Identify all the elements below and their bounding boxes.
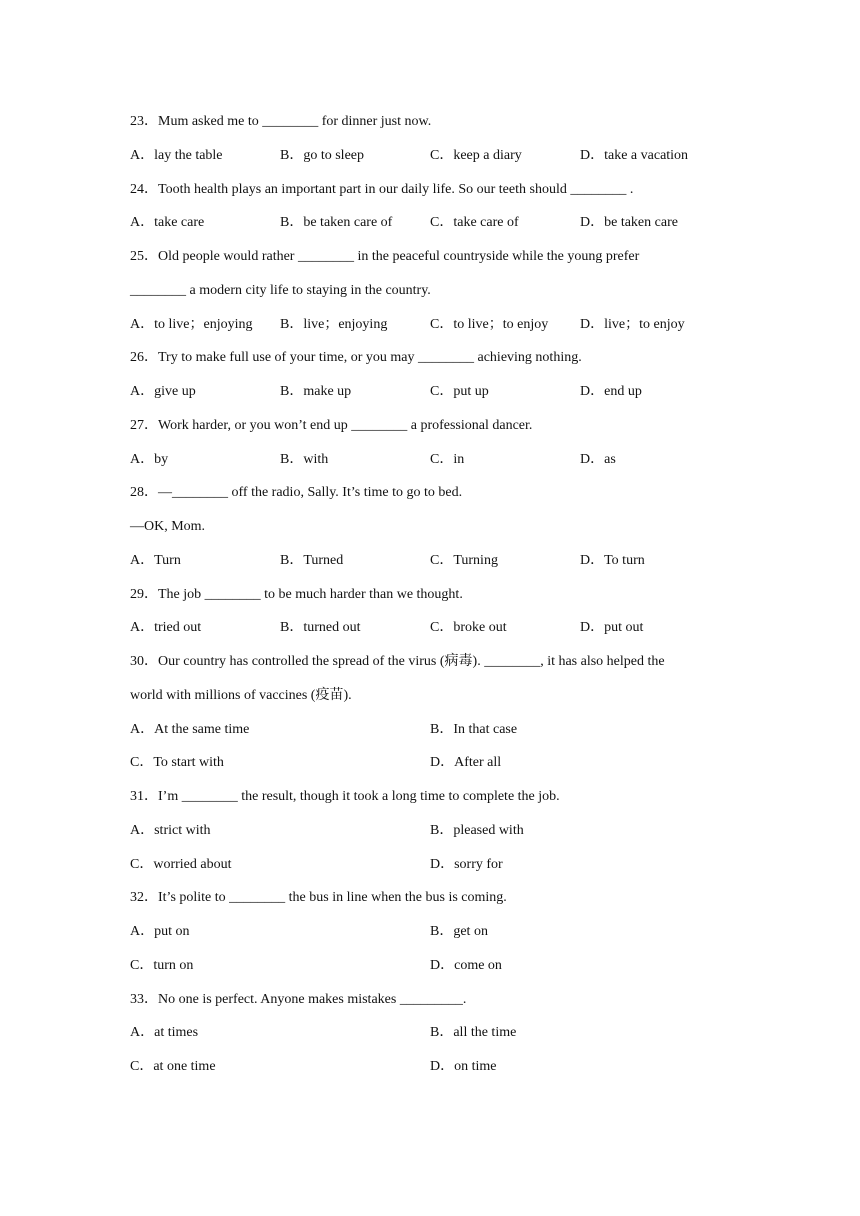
option-b[interactable]: B．pleased with	[430, 822, 524, 838]
question-stem: 31．I’m ________ the result, though it took a long time to complete the job.	[130, 789, 560, 804]
option-d[interactable]: D．After all	[430, 755, 502, 771]
option-a[interactable]: A．take care	[130, 215, 205, 231]
option-d[interactable]: D．come on	[430, 957, 502, 973]
options-row	[130, 1057, 750, 1091]
option-a[interactable]: A．Turn	[130, 552, 181, 568]
options-row	[130, 956, 750, 990]
option-a[interactable]: A．tried out	[130, 620, 202, 636]
exam-page	[130, 112, 750, 1091]
question-stem: 25．Old people would rather ________ in the peaceful countryside while the young prefer	[130, 249, 640, 264]
option-b[interactable]: B．be taken care of	[280, 215, 393, 231]
options-row	[130, 855, 750, 889]
option-a[interactable]: A．strict with	[130, 822, 211, 838]
question-stem: 28．—________ off the radio, Sally. It’s time to go to bed.	[130, 485, 463, 501]
option-b[interactable]: B．Turned	[280, 552, 344, 568]
options-row	[130, 618, 750, 652]
option-c[interactable]: C．To start with	[130, 755, 224, 771]
option-c[interactable]: C．broke out	[430, 620, 507, 636]
question-block	[130, 348, 750, 416]
options-row	[130, 551, 750, 585]
options-row	[130, 213, 750, 247]
question-block	[130, 990, 750, 1091]
option-b[interactable]: B．get on	[430, 924, 488, 939]
option-a[interactable]: A．by	[130, 451, 169, 467]
options-row	[130, 821, 750, 855]
option-c[interactable]: C．at one time	[130, 1059, 216, 1074]
option-c[interactable]: C．worried about	[130, 856, 232, 872]
question-stem: 24．Tooth health plays an important part in our daily life. So our teeth should ________ .	[130, 181, 634, 197]
option-c[interactable]: C．turn on	[130, 957, 194, 973]
question-stem: 23．Mum asked me to ________ for dinner just now.	[130, 114, 432, 129]
option-d[interactable]: D．be taken care	[580, 215, 678, 231]
option-d[interactable]: D．on time	[430, 1059, 497, 1074]
question-stem: 32．It’s polite to ________ the bus in line when the bus is coming.	[130, 890, 507, 906]
question-block	[130, 247, 750, 348]
question-stem: 29．The job ________ to be much harder than we thought.	[130, 586, 463, 602]
question-stem: 30．Our country has controlled the spread of the virus (病毒). ________, it has also helped the	[130, 654, 665, 669]
option-a[interactable]: A．put on	[130, 924, 190, 939]
question-block	[130, 416, 750, 484]
question-list	[130, 112, 750, 1091]
option-b[interactable]: B．In that case	[430, 721, 518, 737]
option-b[interactable]: B．go to sleep	[280, 147, 364, 163]
option-a[interactable]: A．give up	[130, 384, 196, 399]
options-row	[130, 146, 750, 180]
options-row	[130, 720, 750, 754]
option-b[interactable]: B．make up	[280, 384, 352, 399]
option-b[interactable]: B．with	[280, 451, 329, 467]
option-d[interactable]: D．put out	[580, 620, 644, 636]
option-c[interactable]: C．keep a diary	[430, 147, 522, 163]
option-d[interactable]: D．live；to enjoy	[580, 316, 685, 332]
option-b[interactable]: B．all the time	[430, 1025, 517, 1041]
question-block	[130, 652, 750, 787]
question-block	[130, 483, 750, 584]
option-b[interactable]: B．live；enjoying	[280, 316, 388, 332]
option-d[interactable]: D．end up	[580, 384, 642, 399]
options-row	[130, 450, 750, 484]
option-c[interactable]: C．in	[430, 451, 465, 467]
option-d[interactable]: D．sorry for	[430, 856, 503, 872]
question-block	[130, 112, 750, 180]
question-block	[130, 180, 750, 248]
option-b[interactable]: B．turned out	[280, 620, 361, 636]
option-d[interactable]: D．To turn	[580, 552, 645, 568]
option-c[interactable]: C．Turning	[430, 552, 498, 568]
option-c[interactable]: C．take care of	[430, 215, 519, 231]
question-stem: 33．No one is perfect. Anyone makes mistakes _________.	[130, 991, 467, 1007]
option-a[interactable]: A．lay the table	[130, 147, 223, 163]
option-c[interactable]: C．put up	[430, 384, 489, 399]
options-row	[130, 315, 750, 349]
option-a[interactable]: A．At the same time	[130, 721, 250, 737]
option-d[interactable]: D．as	[580, 451, 616, 467]
question-stem-continued: ________ a modern city life to staying in the country.	[130, 282, 431, 298]
question-block	[130, 585, 750, 653]
option-c[interactable]: C．to live；to enjoy	[430, 316, 549, 332]
option-a[interactable]: A．at times	[130, 1025, 199, 1041]
question-block	[130, 787, 750, 888]
question-stem-continued: world with millions of vaccines (疫苗).	[130, 687, 352, 703]
options-row	[130, 753, 750, 787]
question-stem: 26．Try to make full use of your time, or you may ________ achieving nothing.	[130, 350, 582, 366]
option-a[interactable]: A．to live；enjoying	[130, 316, 253, 332]
question-block	[130, 888, 750, 989]
options-row	[130, 1023, 750, 1057]
options-row	[130, 382, 750, 416]
question-stem: 27．Work harder, or you won’t end up ________ a professional dancer.	[130, 417, 533, 433]
question-stem-continued: —OK, Mom.	[130, 519, 206, 534]
options-row	[130, 922, 750, 956]
option-d[interactable]: D．take a vacation	[580, 147, 689, 163]
